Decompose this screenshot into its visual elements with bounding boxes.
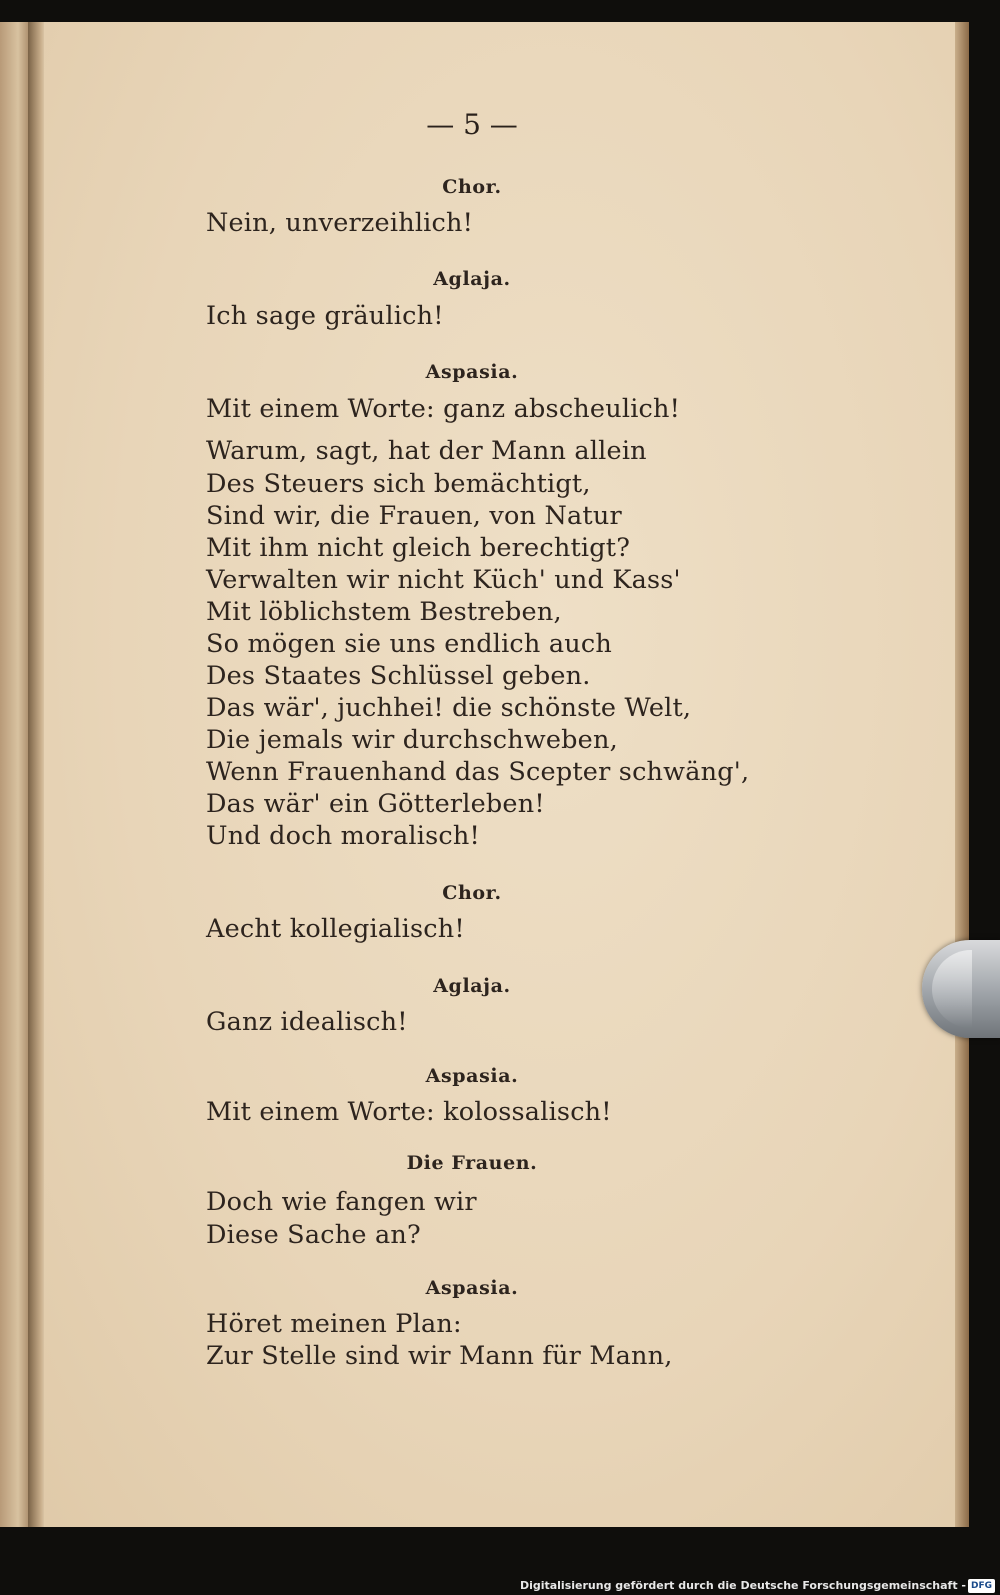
text-line: Ich sage gräulich!: [206, 301, 444, 331]
text-line: Ganz idealisch!: [206, 1007, 408, 1037]
text-line: Mit ihm nicht gleich berechtigt?: [206, 533, 631, 563]
speaker-heading: Aglaja.: [433, 975, 511, 997]
text-line: Diese Sache an?: [206, 1220, 421, 1250]
page-right-edge: [955, 22, 969, 1527]
text-line: Die jemals wir durchschweben,: [206, 725, 618, 755]
speaker-heading: Chor.: [442, 176, 502, 198]
text-line: Zur Stelle sind wir Mann für Mann,: [206, 1341, 673, 1371]
text-line: Mit einem Worte: kolossalisch!: [206, 1097, 612, 1127]
page-number: — 5 —: [426, 108, 518, 141]
speaker-heading: Aspasia.: [425, 1277, 519, 1299]
text-line: Des Staates Schlüssel geben.: [206, 661, 591, 691]
text-line: Doch wie fangen wir: [206, 1187, 477, 1217]
dfg-logo: DFG: [968, 1579, 995, 1593]
digitization-credit: Digitalisierung gefördert durch die Deutsche Forschungsgemeinschaft -: [519, 1579, 966, 1592]
speaker-heading: Aspasia.: [425, 1065, 519, 1087]
text-line: Und doch moralisch!: [206, 821, 480, 851]
text-line: Das wär', juchhei! die schönste Welt,: [206, 693, 692, 723]
speaker-heading: Aspasia.: [425, 361, 519, 383]
text-line: Mit löblichstem Bestreben,: [206, 597, 562, 627]
left-page-edge: [0, 22, 30, 1527]
text-line: Sind wir, die Frauen, von Natur: [206, 501, 622, 531]
text-line: Wenn Frauenhand das Scepter schwäng',: [206, 757, 750, 787]
text-line: Das wär' ein Götterleben!: [206, 789, 545, 819]
text-line: Des Steuers sich bemächtigt,: [206, 469, 591, 499]
text-line: Aecht kollegialisch!: [206, 914, 465, 944]
text-line: Höret meinen Plan:: [206, 1309, 462, 1339]
text-line: Warum, sagt, hat der Mann allein: [206, 436, 647, 466]
text-line: Nein, unverzeihlich!: [206, 208, 474, 238]
speaker-heading: Aglaja.: [433, 268, 511, 290]
speaker-heading: Chor.: [442, 882, 502, 904]
text-line: So mögen sie uns endlich auch: [206, 629, 612, 659]
text-line: Mit einem Worte: ganz abscheulich!: [206, 394, 681, 424]
text-line: Verwalten wir nicht Küch' und Kass': [206, 565, 681, 595]
speaker-heading: Die Frauen.: [406, 1152, 538, 1174]
